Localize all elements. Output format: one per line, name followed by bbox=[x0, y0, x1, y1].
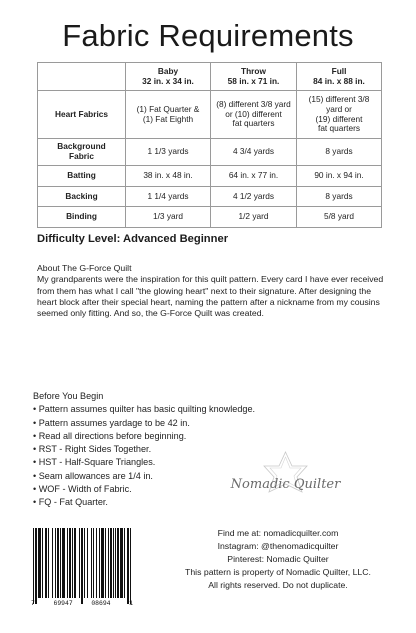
barcode-bar bbox=[60, 528, 61, 598]
list-item: • HST - Half-Square Triangles. bbox=[33, 457, 156, 468]
barcode-bar bbox=[55, 528, 56, 598]
column-name: Baby bbox=[157, 65, 179, 76]
barcode-bar bbox=[74, 528, 76, 598]
barcode-bar bbox=[120, 528, 123, 598]
table-cell: 8 yards bbox=[297, 187, 382, 207]
about-body: My grandparents were the inspiration for this quilt pattern. Every card I have ever received from them has what I call "the glowing heart" next to their signature. After designing the heart block after their special heart, naming the pattern after a nickname from my cousins seemed only fitting. And so, the G-Force Quilt was created. bbox=[37, 274, 384, 319]
pinterest-line: Pinterest: Nomadic Quilter bbox=[227, 554, 329, 565]
row-label-background-fabric bbox=[38, 139, 126, 166]
barcode-bar bbox=[69, 528, 71, 598]
list-item: • Pattern assumes yardage to be 42 in. bbox=[33, 417, 190, 428]
table-cell: 1/3 yard bbox=[126, 207, 211, 228]
barcode-bar bbox=[52, 528, 53, 598]
barcode-bar bbox=[79, 528, 80, 598]
table-row bbox=[38, 139, 382, 166]
table-cell: 4 3/4 yards bbox=[211, 139, 297, 166]
list-item: • Seam allowances are 1/4 in. bbox=[33, 470, 153, 481]
barcode-bar bbox=[93, 528, 94, 598]
barcode-bar bbox=[113, 528, 114, 598]
barcode-bar bbox=[124, 528, 125, 598]
barcode-bar bbox=[57, 528, 59, 598]
barcode-bar bbox=[110, 528, 112, 598]
cell-line: or (10) different bbox=[225, 108, 282, 119]
barcode-bar bbox=[99, 528, 100, 598]
page-title: Fabric Requirements bbox=[62, 18, 354, 53]
barcode-digits bbox=[31, 600, 133, 607]
barcode bbox=[31, 528, 133, 606]
barcode-bar bbox=[67, 528, 68, 598]
difficulty-level: Difficulty Level: Advanced Beginner bbox=[37, 233, 229, 245]
barcode-bar bbox=[105, 528, 106, 598]
barcode-bar bbox=[117, 528, 119, 598]
row-label-line: Heart Fabrics bbox=[54, 108, 109, 119]
cell-line: yard or bbox=[326, 103, 352, 114]
table-cell bbox=[126, 91, 211, 139]
column-header-throw bbox=[211, 63, 297, 91]
barcode-bar bbox=[87, 528, 88, 598]
row-label-heart-fabrics bbox=[38, 91, 126, 139]
table-row bbox=[38, 207, 382, 228]
table-cell bbox=[211, 91, 297, 139]
barcode-bar bbox=[42, 528, 43, 598]
barcode-bar bbox=[45, 528, 47, 598]
column-header-full bbox=[297, 63, 382, 91]
column-header-baby bbox=[126, 63, 211, 91]
cell-line: fat quarters bbox=[318, 123, 360, 134]
table-cell: 1/2 yard bbox=[211, 207, 297, 228]
barcode-bar bbox=[91, 528, 92, 598]
table-cell: 90 in. x 94 in. bbox=[297, 166, 382, 187]
table-row bbox=[38, 91, 382, 139]
table-cell bbox=[297, 91, 382, 139]
table-header-row bbox=[38, 63, 382, 91]
cell-line: (1) Fat Quarter & bbox=[136, 103, 200, 114]
barcode-bar bbox=[38, 528, 41, 598]
barcode-bar bbox=[72, 528, 73, 598]
list-item: • FQ - Fat Quarter. bbox=[33, 497, 108, 508]
barcode-bar bbox=[101, 528, 104, 598]
column-size: 32 in. x 34 in. bbox=[142, 75, 194, 86]
website-line: Find me at: nomadicquilter.com bbox=[217, 528, 339, 538]
barcode-bar bbox=[48, 528, 49, 598]
barcode-bar bbox=[35, 528, 37, 604]
before-heading: Before You Begin bbox=[33, 391, 104, 401]
row-label-binding: Binding bbox=[38, 207, 126, 228]
cell-line: (15) different 3/8 bbox=[308, 93, 370, 104]
table-cell: 5/8 yard bbox=[297, 207, 382, 228]
property-line: This pattern is property of Nomadic Quilter, LLC. bbox=[185, 567, 371, 578]
table-corner-cell bbox=[38, 63, 126, 91]
rights-line: All rights reserved. Do not duplicate. bbox=[208, 580, 348, 591]
contact-info bbox=[168, 527, 388, 592]
fabric-requirements-table bbox=[37, 62, 382, 228]
table-row bbox=[38, 187, 382, 207]
instagram-line: Instagram: @thenomadicquilter bbox=[217, 541, 339, 552]
row-label-line: Fabric bbox=[69, 151, 94, 161]
barcode-digit-group: 08694 bbox=[91, 600, 111, 607]
table-cell: 38 in. x 48 in. bbox=[126, 166, 211, 187]
barcode-digit-group: 1 bbox=[129, 600, 133, 607]
row-label-batting: Batting bbox=[38, 166, 126, 187]
cell-line: (8) different 3/8 yard bbox=[216, 98, 291, 109]
list-item: • Pattern assumes quilter has basic quilting knowledge. bbox=[33, 404, 256, 415]
row-label-backing: Backing bbox=[38, 187, 126, 207]
barcode-bar bbox=[108, 528, 109, 598]
logo-text: Nomadic Quilter bbox=[230, 477, 341, 492]
list-item: • RST - Right Sides Together. bbox=[33, 444, 152, 455]
about-section bbox=[37, 263, 387, 320]
column-size: 84 in. x 88 in. bbox=[313, 75, 365, 86]
list-item: • WOF - Width of Fabric. bbox=[33, 483, 132, 494]
column-size: 58 in. x 71 in. bbox=[227, 75, 280, 86]
table-cell: 1 1/3 yards bbox=[126, 139, 211, 166]
barcode-bar bbox=[81, 528, 83, 604]
barcode-bar bbox=[62, 528, 65, 598]
list-item: • Read all directions before beginning. bbox=[33, 430, 187, 441]
column-name: Throw bbox=[241, 65, 266, 76]
barcode-digit-group: 7 bbox=[31, 600, 35, 607]
table-cell: 64 in. x 77 in. bbox=[211, 166, 297, 187]
barcode-bar bbox=[115, 528, 116, 598]
table-cell: 4 1/2 yards bbox=[211, 187, 297, 207]
barcode-bar bbox=[33, 528, 34, 604]
barcode-bar bbox=[127, 528, 129, 604]
cell-line: (19) different bbox=[315, 113, 363, 124]
barcode-digit-group: 69947 bbox=[53, 600, 73, 607]
column-name: Full bbox=[331, 65, 347, 76]
table-cell: 1 1/4 yards bbox=[126, 187, 211, 207]
row-label-line: Background bbox=[57, 141, 106, 152]
table-row bbox=[38, 166, 382, 187]
nomadic-quilter-logo bbox=[218, 450, 353, 522]
barcode-bar bbox=[96, 528, 97, 598]
cell-line: fat quarters bbox=[232, 118, 275, 129]
barcode-bar bbox=[130, 528, 131, 604]
about-heading: About The G-Force Quilt bbox=[37, 263, 132, 273]
barcode-bar bbox=[84, 528, 85, 598]
cell-line: (1) Fat Eighth bbox=[142, 113, 194, 124]
table-cell: 8 yards bbox=[297, 139, 382, 166]
